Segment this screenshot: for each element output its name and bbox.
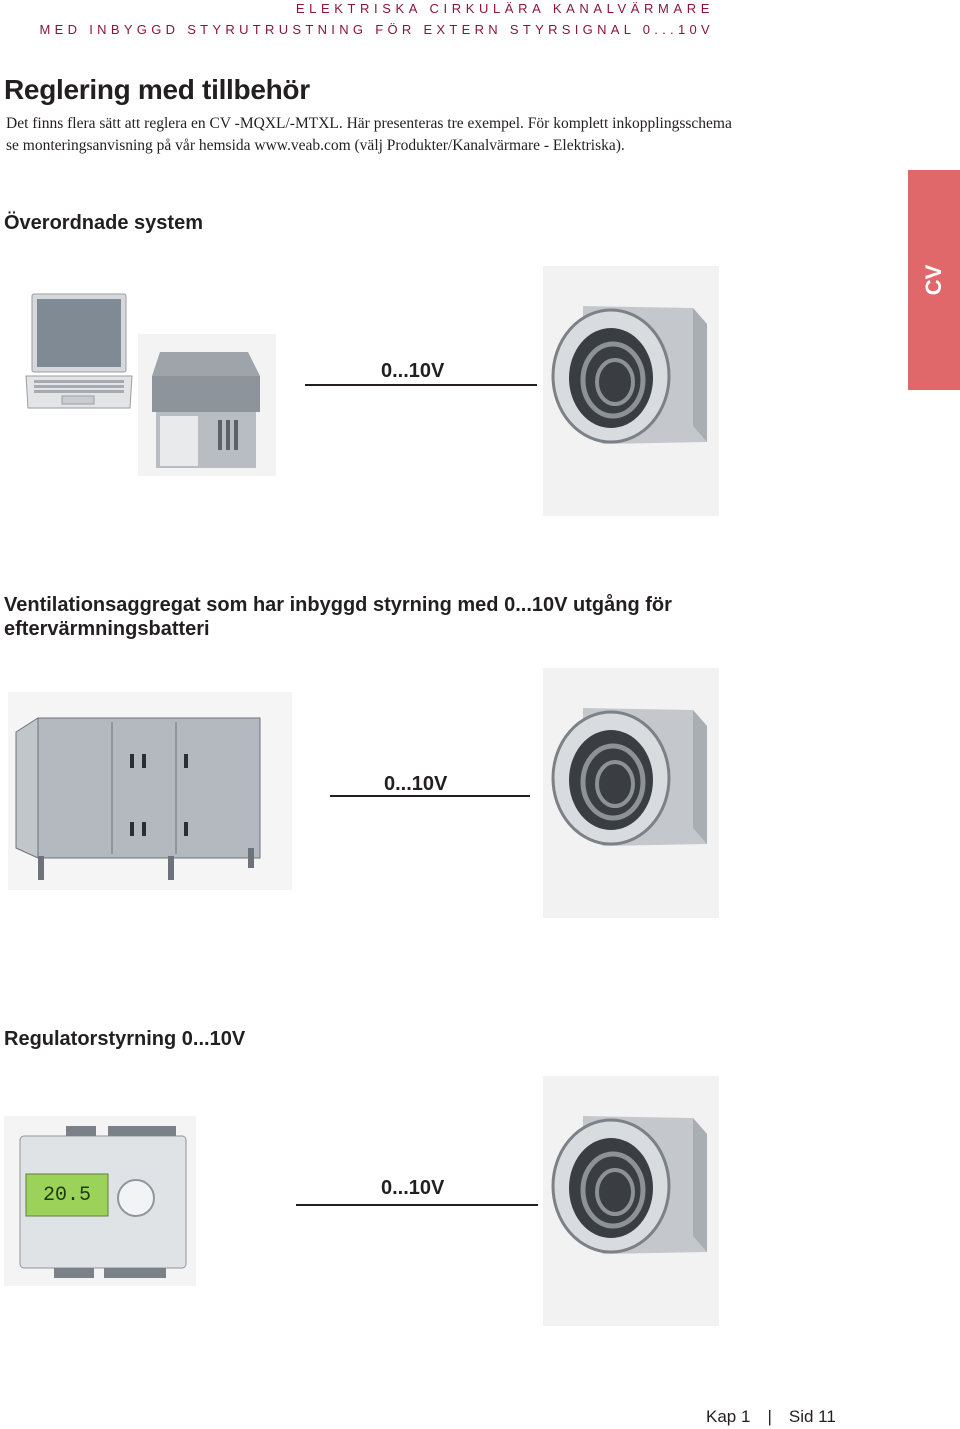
signal-line-2: [330, 795, 530, 797]
duct-heater-image-2: [543, 668, 719, 918]
page-title: Reglering med tillbehör: [4, 74, 310, 105]
footer-page-number: Sid 11: [788, 1407, 836, 1426]
side-tab-label: CV: [921, 264, 946, 296]
control-unit-image: [138, 334, 276, 476]
footer-chapter: Kap 1: [706, 1407, 751, 1426]
signal-line-1: [305, 384, 537, 386]
intro-text: [6, 113, 866, 157]
duct-heater-image-3: [543, 1076, 719, 1326]
footer-separator: |: [767, 1407, 772, 1426]
section-2-heading: [4, 593, 672, 641]
header-line-2: MED INBYGGD STYRUTRUSTNING FÖR EXTERN STYRSIGNAL 0...10V: [39, 22, 714, 37]
signal-label-3: 0...10V: [381, 1177, 445, 1199]
page-footer: [706, 1407, 836, 1427]
section-2-heading-line-2: eftervärmningsbatteri: [4, 618, 210, 640]
side-tab: [908, 170, 960, 390]
signal-label-2: 0...10V: [384, 773, 448, 795]
laptop-image: [24, 292, 134, 414]
ventilation-unit-image: [8, 692, 292, 890]
controller-image: [4, 1116, 196, 1286]
section-2-heading-line-1: Ventilationsaggregat som har inbyggd styrning med 0...10V utgång för: [4, 594, 672, 616]
signal-label-1: 0...10V: [381, 360, 445, 382]
intro-line-1: Det finns flera sätt att reglera en CV -MQXL/-MTXL. Här presenteras tre exempel. För komplett inkopplingsschema: [6, 115, 732, 132]
header-line-1: ELEKTRISKA CIRKULÄRA KANALVÄRMARE: [295, 1, 714, 16]
signal-line-3: [296, 1204, 538, 1206]
section-3-heading: Regulatorstyrning 0...10V: [4, 1028, 246, 1050]
display-value: 20.5: [42, 1184, 92, 1207]
intro-line-2: se monteringsanvisning på vår hemsida www.veab.com (välj Produkter/Kanalvärmare - Elektriska).: [6, 137, 625, 154]
section-1-heading: Överordnade system: [4, 212, 203, 234]
duct-heater-image-1: [543, 266, 719, 516]
